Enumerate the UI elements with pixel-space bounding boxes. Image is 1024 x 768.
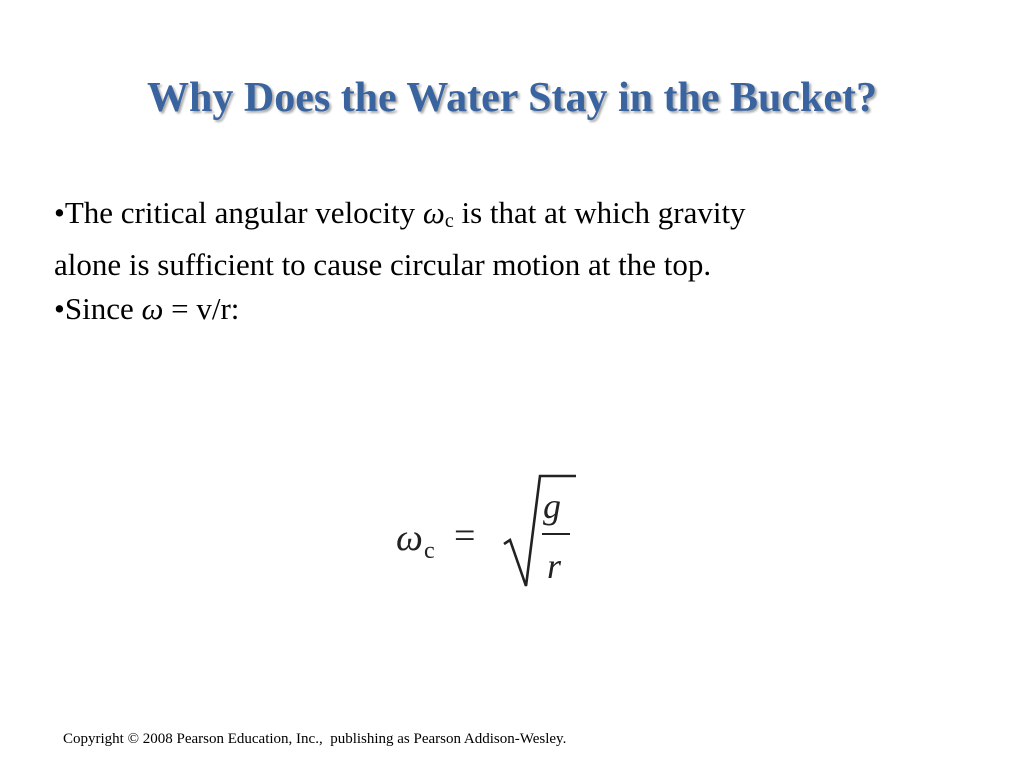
bullet-critical-velocity xyxy=(54,191,954,243)
equation-denominator: r xyxy=(546,546,562,586)
square-root-sign xyxy=(504,476,576,586)
equation-omega: ω xyxy=(396,517,423,559)
slide-body xyxy=(54,191,954,331)
bullet-2-prefix: •Since xyxy=(54,291,142,326)
bullet-1-prefix: •The critical angular velocity xyxy=(54,195,423,230)
copyright-footer: Copyright © 2008 Pearson Education, Inc., publishing as Pearson Addison-Wesley. xyxy=(63,731,567,747)
equation-numerator: g xyxy=(543,486,561,526)
bullet-critical-velocity-continued: alone is sufficient to cause circular motion at the top. xyxy=(54,247,712,282)
critical-velocity-equation xyxy=(394,468,594,598)
slide-title: Why Does the Water Stay in the Bucket? xyxy=(147,75,877,121)
omega-symbol: ω xyxy=(422,195,445,230)
equation-equals: = xyxy=(454,515,476,557)
bullet-2-suffix: = v/r: xyxy=(163,291,240,326)
omega-subscript: c xyxy=(444,210,454,232)
bullet-since xyxy=(54,287,954,331)
omega-symbol-2: ω xyxy=(141,291,164,326)
bullet-1-suffix: is that at which gravity xyxy=(453,195,746,230)
equation-omega-subscript: c xyxy=(424,538,435,564)
